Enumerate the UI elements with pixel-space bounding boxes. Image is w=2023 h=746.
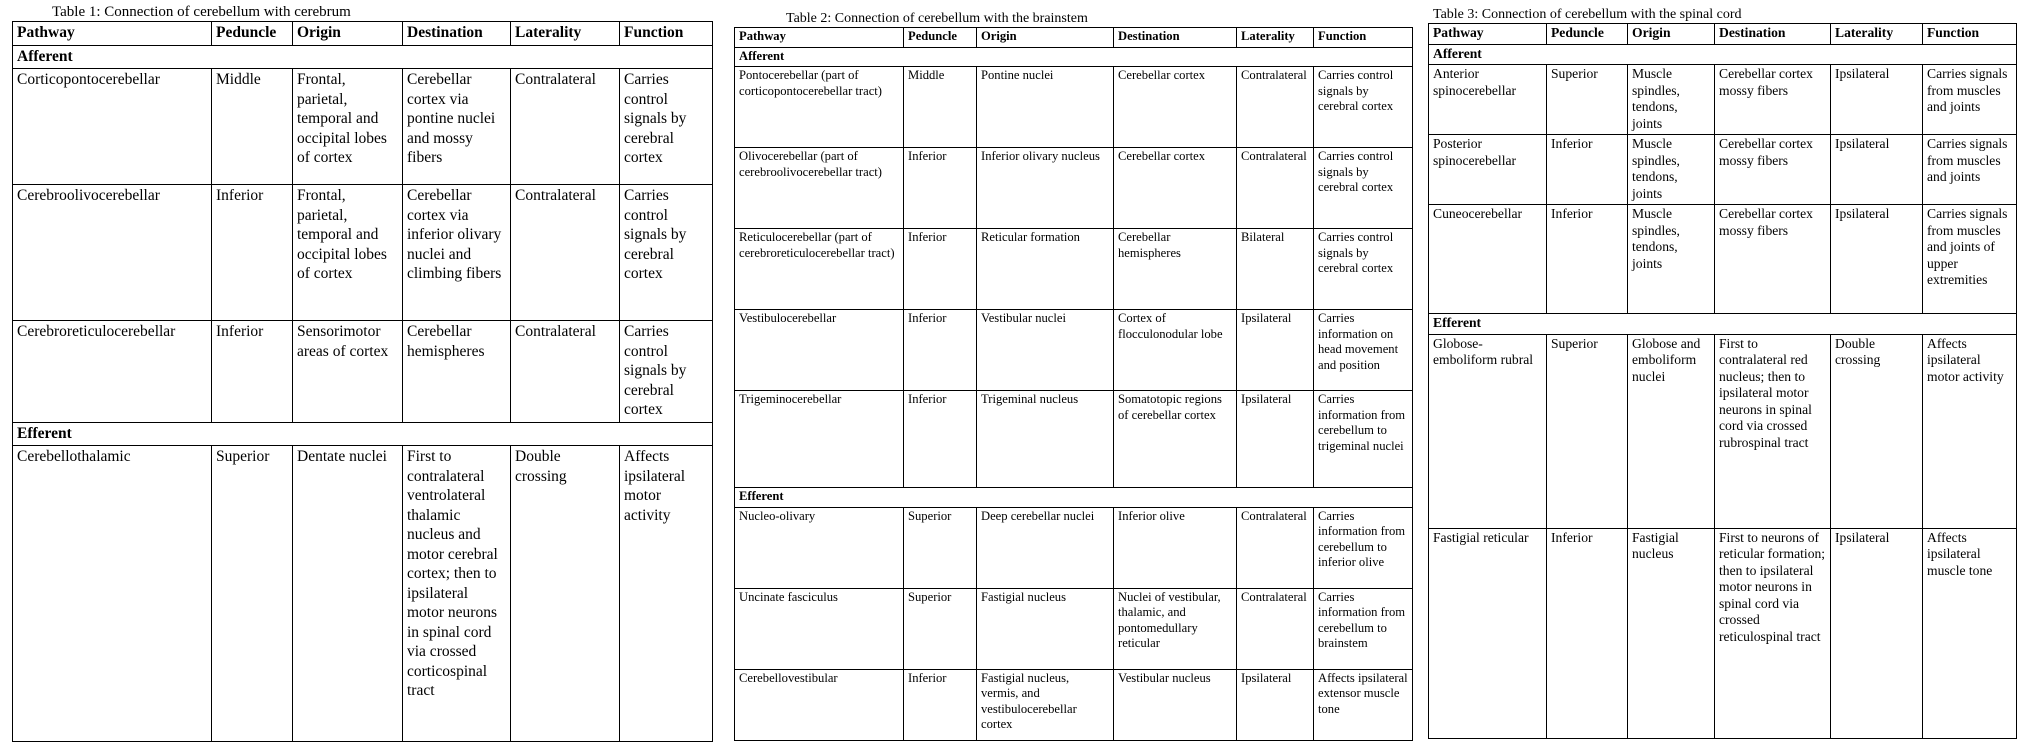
table-row xyxy=(13,185,713,321)
column-header: Function xyxy=(620,22,713,46)
table-cell: Inferior xyxy=(904,669,977,740)
section-label: Afferent xyxy=(13,45,713,69)
table-cell: Vestibular nucleus xyxy=(1114,669,1237,740)
table-cell: Ipsilateral xyxy=(1831,205,1923,314)
table-row xyxy=(13,446,713,742)
column-header: Origin xyxy=(1628,24,1715,45)
table-cell: Inferior xyxy=(904,310,977,391)
table-cell: Fastigial nucleus, vermis, and vestibulocerebellar cortex xyxy=(977,669,1114,740)
table-cell: Anterior spinocerebellar xyxy=(1429,65,1547,135)
table-cell: Carries information from cerebellum to trigeminal nuclei xyxy=(1314,391,1413,488)
table-row xyxy=(735,507,1413,588)
table-cell: Fastigial nucleus xyxy=(1628,528,1715,738)
table-cell: Ipsilateral xyxy=(1831,65,1923,135)
table-cell: Ipsilateral xyxy=(1831,135,1923,205)
table-cell: Carries control signals by cerebral cortex xyxy=(1314,148,1413,229)
table-cell: Muscle spindles, tendons, joints xyxy=(1628,65,1715,135)
section-label: Efferent xyxy=(13,422,713,446)
table-cell: Pontocerebellar (part of corticopontocerebellar tract) xyxy=(735,67,904,148)
table-cell: Inferior olivary nucleus xyxy=(977,148,1114,229)
section-label: Afferent xyxy=(735,47,1413,67)
table-cell: Vestibular nuclei xyxy=(977,310,1114,391)
table-row xyxy=(1429,205,2017,314)
table-cell: Carries signals from muscles and joints xyxy=(1923,135,2017,205)
table-3-caption: Table 3: Connection of cerebellum with the spinal cord xyxy=(1433,7,1742,22)
table-cell: Cuneocerebellar xyxy=(1429,205,1547,314)
table-cell: Carries control signals by cerebral cortex xyxy=(1314,67,1413,148)
table-cell: Uncinate fasciculus xyxy=(735,588,904,669)
table-cell: Deep cerebellar nuclei xyxy=(977,507,1114,588)
table-cell: Affects ipsilateral muscle tone xyxy=(1923,528,2017,738)
table-cell: Globose-emboliform rubral xyxy=(1429,334,1547,528)
table-cell: Cerebellovestibular xyxy=(735,669,904,740)
column-header: Function xyxy=(1314,28,1413,48)
table-cell: Frontal, parietal, temporal and occipital lobes of cortex xyxy=(293,69,403,185)
table-cell: Superior xyxy=(212,446,293,742)
table-cell: Contralateral xyxy=(511,321,620,423)
section-row xyxy=(13,422,713,446)
table-3 xyxy=(1428,4,2016,739)
table-cell: Inferior xyxy=(212,321,293,423)
table-row xyxy=(1429,334,2017,528)
table-cell: Carries information from cerebellum to brainstem xyxy=(1314,588,1413,669)
table-cell: Cerebellar hemispheres xyxy=(1114,229,1237,310)
column-header: Laterality xyxy=(511,22,620,46)
table-cell: Middle xyxy=(212,69,293,185)
table-cell: Posterior spinocerebellar xyxy=(1429,135,1547,205)
table-3-body xyxy=(1429,44,2017,738)
table-cell: Carries information from cerebellum to inferior olive xyxy=(1314,507,1413,588)
table-cell: Middle xyxy=(904,67,977,148)
table-row xyxy=(735,310,1413,391)
section-row xyxy=(735,488,1413,508)
table-cell: Ipsilateral xyxy=(1237,669,1314,740)
section-row xyxy=(1429,314,2017,335)
table-cell: Superior xyxy=(1547,65,1628,135)
table-cell: Inferior xyxy=(1547,135,1628,205)
table-row xyxy=(735,588,1413,669)
column-header: Destination xyxy=(1114,28,1237,48)
table-1 xyxy=(12,4,712,742)
table-cell: Cortex of flocculonodular lobe xyxy=(1114,310,1237,391)
table-cell: Nucleo-olivary xyxy=(735,507,904,588)
table-cell: Olivocerebellar (part of cerebroolivocerebellar tract) xyxy=(735,148,904,229)
table-cell: Double crossing xyxy=(511,446,620,742)
section-label: Efferent xyxy=(735,488,1413,508)
table-cell: Corticopontocerebellar xyxy=(13,69,212,185)
table-cell: Dentate nuclei xyxy=(293,446,403,742)
table-cell: Contralateral xyxy=(1237,67,1314,148)
column-header: Peduncle xyxy=(212,22,293,46)
table-cell: First to contralateral ventrolateral thalamic nucleus and motor cerebral cortex; then to ipsilateral motor neurons in spinal cord via crossed corticospinal tract xyxy=(403,446,511,742)
column-header: Function xyxy=(1923,24,2017,45)
table-cell: Cerebroreticulocerebellar xyxy=(13,321,212,423)
table-cell: Ipsilateral xyxy=(1237,310,1314,391)
section-row xyxy=(735,47,1413,67)
table-cell: Cerebellar cortex mossy fibers xyxy=(1715,205,1831,314)
table-cell: Cerebellar cortex via inferior olivary nuclei and climbing fibers xyxy=(403,185,511,321)
column-header: Peduncle xyxy=(904,28,977,48)
header-row xyxy=(13,22,713,46)
table-cell: Somatotopic regions of cerebellar cortex xyxy=(1114,391,1237,488)
table-cell: Bilateral xyxy=(1237,229,1314,310)
table-row xyxy=(735,391,1413,488)
table-2-caption: Table 2: Connection of cerebellum with the brainstem xyxy=(786,11,1088,26)
table-cell: Globose and emboliform nuclei xyxy=(1628,334,1715,528)
table-cell: Nuclei of vestibular, thalamic, and pontomedullary reticular xyxy=(1114,588,1237,669)
table-cell: Inferior xyxy=(904,229,977,310)
table-cell: Affects ipsilateral extensor muscle tone xyxy=(1314,669,1413,740)
table-cell: Inferior xyxy=(904,148,977,229)
table-cell: Carries control signals by cerebral cortex xyxy=(620,321,713,423)
table-2-grid xyxy=(734,27,1413,741)
column-header: Peduncle xyxy=(1547,24,1628,45)
table-cell: Superior xyxy=(904,507,977,588)
table-cell: Inferior xyxy=(1547,528,1628,738)
table-1-caption: Table 1: Connection of cerebellum with cerebrum xyxy=(52,4,351,20)
table-cell: Pontine nuclei xyxy=(977,67,1114,148)
column-header: Pathway xyxy=(13,22,212,46)
table-cell: Carries signals from muscles and joints xyxy=(1923,65,2017,135)
column-header: Origin xyxy=(977,28,1114,48)
table-1-body xyxy=(13,45,713,742)
table-cell: Muscle spindles, tendons, joints xyxy=(1628,135,1715,205)
table-cell: Frontal, parietal, temporal and occipital lobes of cortex xyxy=(293,185,403,321)
column-header: Origin xyxy=(293,22,403,46)
table-row xyxy=(735,148,1413,229)
table-row xyxy=(1429,528,2017,738)
table-cell: Affects ipsilateral motor activity xyxy=(620,446,713,742)
table-cell: Cerebellar hemispheres xyxy=(403,321,511,423)
table-cell: Inferior xyxy=(1547,205,1628,314)
table-2-header xyxy=(735,28,1413,48)
table-cell: Cerebellar cortex mossy fibers xyxy=(1715,65,1831,135)
table-cell: Contralateral xyxy=(1237,588,1314,669)
column-header: Laterality xyxy=(1237,28,1314,48)
table-cell: Carries signals from muscles and joints of upper extremities xyxy=(1923,205,2017,314)
table-cell: Contralateral xyxy=(511,185,620,321)
table-1-header xyxy=(13,22,713,46)
table-cell: Cerebellar cortex mossy fibers xyxy=(1715,135,1831,205)
table-cell: Carries control signals by cerebral cortex xyxy=(620,69,713,185)
table-cell: Cerebellar cortex via pontine nuclei and mossy fibers xyxy=(403,69,511,185)
column-header: Pathway xyxy=(1429,24,1547,45)
table-cell: Inferior olive xyxy=(1114,507,1237,588)
table-cell: Inferior xyxy=(212,185,293,321)
table-row xyxy=(1429,65,2017,135)
table-3-header xyxy=(1429,24,2017,45)
table-cell: Ipsilateral xyxy=(1831,528,1923,738)
table-cell: Fastigial nucleus xyxy=(977,588,1114,669)
table-cell: Superior xyxy=(1547,334,1628,528)
table-row xyxy=(13,69,713,185)
table-cell: Cerebroolivocerebellar xyxy=(13,185,212,321)
table-cell: Ipsilateral xyxy=(1237,391,1314,488)
table-row xyxy=(735,229,1413,310)
column-header: Destination xyxy=(1715,24,1831,45)
header-row xyxy=(1429,24,2017,45)
header-row xyxy=(735,28,1413,48)
section-label: Afferent xyxy=(1429,44,2017,65)
table-cell: Cerebellar cortex xyxy=(1114,148,1237,229)
table-cell: Carries control signals by cerebral cortex xyxy=(1314,229,1413,310)
table-cell: Muscle spindles, tendons, joints xyxy=(1628,205,1715,314)
table-cell: Contralateral xyxy=(1237,148,1314,229)
table-2 xyxy=(734,4,1412,741)
table-cell: Reticular formation xyxy=(977,229,1114,310)
table-cell: First to neurons of reticular formation; then to ipsilateral motor neurons in spinal cord via crossed reticulospinal tract xyxy=(1715,528,1831,738)
table-cell: Contralateral xyxy=(1237,507,1314,588)
section-label: Efferent xyxy=(1429,314,2017,335)
table-row xyxy=(735,67,1413,148)
table-3-grid xyxy=(1428,23,2017,739)
table-cell: Reticulocerebellar (part of cerebroreticulocerebellar tract) xyxy=(735,229,904,310)
table-cell: Contralateral xyxy=(511,69,620,185)
table-1-grid xyxy=(12,21,713,742)
column-header: Pathway xyxy=(735,28,904,48)
table-cell: Cerebellar cortex xyxy=(1114,67,1237,148)
table-cell: Superior xyxy=(904,588,977,669)
table-cell: Carries information on head movement and position xyxy=(1314,310,1413,391)
table-cell: First to contralateral red nucleus; then to ipsilateral motor neurons in spinal cord via crossed rubrospinal tract xyxy=(1715,334,1831,528)
table-cell: Inferior xyxy=(904,391,977,488)
table-row xyxy=(13,321,713,423)
column-header: Laterality xyxy=(1831,24,1923,45)
table-cell: Vestibulocerebellar xyxy=(735,310,904,391)
table-cell: Fastigial reticular xyxy=(1429,528,1547,738)
table-cell: Affects ipsilateral motor activity xyxy=(1923,334,2017,528)
table-row xyxy=(735,669,1413,740)
table-row xyxy=(1429,135,2017,205)
section-row xyxy=(1429,44,2017,65)
table-cell: Trigeminocerebellar xyxy=(735,391,904,488)
table-cell: Cerebellothalamic xyxy=(13,446,212,742)
table-2-body xyxy=(735,47,1413,740)
table-cell: Double crossing xyxy=(1831,334,1923,528)
column-header: Destination xyxy=(403,22,511,46)
table-cell: Sensorimotor areas of cortex xyxy=(293,321,403,423)
table-cell: Trigeminal nucleus xyxy=(977,391,1114,488)
section-row xyxy=(13,45,713,69)
table-cell: Carries control signals by cerebral cortex xyxy=(620,185,713,321)
